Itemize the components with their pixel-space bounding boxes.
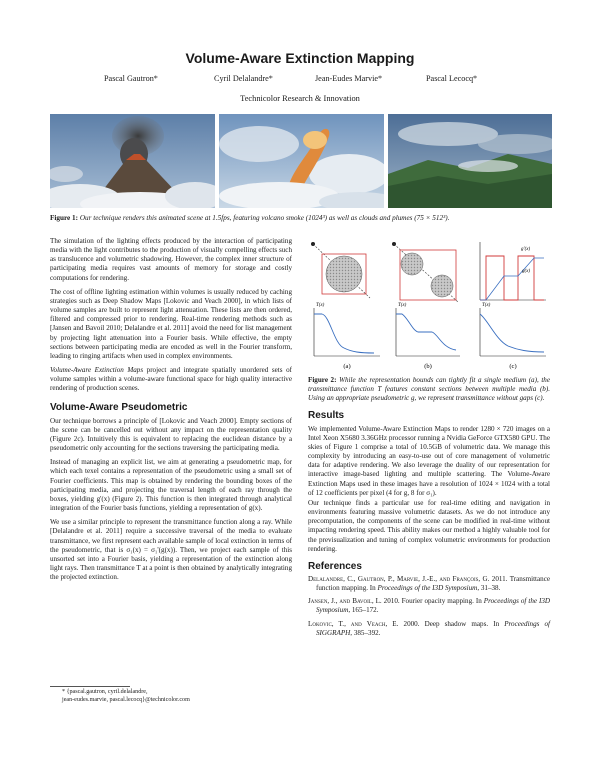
- footnote-line-2: jean-eudes.marvie, pascal.lecocq}@technicolor.com: [62, 696, 190, 703]
- reference-3: [308, 620, 550, 638]
- author-4: Pascal Lecocq*: [426, 74, 478, 83]
- author-2: Cyril Delalandre*: [214, 74, 273, 83]
- contribution-text: project and integrate spatially unordered sets of volume samples within a volume-aware functional space for high quality interactive rendering of production scenes.: [50, 366, 292, 393]
- reference-3-year: 2000.: [403, 619, 420, 628]
- reference-1-title: Transmittance function mapping. In: [316, 574, 551, 593]
- panel-b-medium: [392, 242, 458, 302]
- figure-1-caption: [50, 214, 560, 223]
- panel-a-transmittance-plot: [314, 308, 380, 356]
- paragraph-principle: Our technique borrows a principle of [Lokovic and Veach 2000]. Empty sections of the scene can be cancelled out without any impact on the representation quality (Figure 2c). Intuitively this is equivalent to replacing the euclidean distance by a pseudometric only accounting for the sections traversing the participating media.: [50, 416, 292, 453]
- paragraph-contribution: [50, 366, 292, 393]
- paper-title: Volume-Aware Extinction Mapping: [185, 50, 415, 66]
- reference-2-year: 2010.: [383, 597, 400, 606]
- plot-label-b: T(x): [398, 303, 407, 308]
- section-heading-results: Results: [308, 410, 345, 422]
- sublabel-a: (a): [343, 363, 351, 370]
- figure-1-label: Figure 1:: [50, 214, 79, 222]
- reference-3-venue: Proceedings of SIGGRAPH: [316, 619, 551, 637]
- left-column: [50, 237, 292, 587]
- plot-label-g-prime: g'(x): [521, 247, 531, 252]
- panel-b-transmittance-plot: [396, 308, 460, 356]
- footnote: [62, 689, 292, 704]
- figure-2-diagram: [308, 236, 550, 372]
- panel-c-pseudometric-plot: [480, 242, 546, 300]
- teaser-image-plume: [219, 114, 384, 208]
- panel-c-transmittance-plot: [480, 308, 546, 356]
- figure-2-caption-text: While the representation bounds can tightly fit a single medium (a), the transmittance function T features constant sections between multiple media (b). Using an appropriate pseudometric g, we represent transmittance without gaps (c).: [308, 376, 550, 403]
- footnote-line-1: * {pascal.gautron, cyril.delalandre,: [62, 689, 148, 695]
- paragraph-related-work: The cost of offline lighting estimation within volumes is usually reduced by caching strategies such as Deep Shadow Maps [Lokovic and Veach 2000], in which lists of volume samples are built to represent light attenuation. These lists are then ordered, filtered and compressed prior to rendering. Real-time rendering methods such as [Jansen and Bavoil 2010; Delalandre et al. 2011] avoid the need for list management by projecting light attenuation into a Fourier basis. While effective, the empty sections between participating media are encoded as well in the Fourier transform, leading to ringing artifacts when used in complex environments.: [50, 287, 292, 360]
- reference-1: [308, 575, 550, 593]
- plot-label-c: T(x): [482, 303, 491, 308]
- figure-2-caption: [308, 376, 550, 403]
- reference-3-pages: , 385–392.: [350, 628, 381, 637]
- figure-2-label: Figure 2:: [308, 376, 337, 384]
- affiliation: Technicolor Research & Innovation: [240, 94, 360, 103]
- reference-3-authors: Lokovic, T., and Veach, E.: [308, 619, 399, 628]
- paragraph-transmittance: We use a similar principle to represent the transmittance function along a ray. While [Delalandre et al. 2011] require a successive traversal of the media to evaluate transmittance, we first represent each available sample of local extinction in terms of the pseudometric, that is σ₁(x) = σ₁'(g(x)). Then, we project each sample of this unsorted set into a Fourier basis, yielding a representation of the extinction along light rays. Then transmittance T at a point is then obtained by analytically integrating the projected extinction.: [50, 518, 292, 582]
- right-column: [308, 376, 550, 642]
- paragraph-pseudometric-map: Instead of managing an explicit list, we aim at generating a pseudometric map, for which each texel contains a representation of the pseudometric using a small set of Fourier coefficients. This map is obtained by rendering the bounding boxes of the participating media, and projecting the traversal length of each ray through the boxes, yielding g'(x) (Figure 2). This function is then integrated through analytical integration of the Fourier basis functions, yielding a representation of g(x).: [50, 458, 292, 513]
- author-3: Jean-Eudes Marvie*: [315, 74, 383, 83]
- sublabel-b: (b): [424, 363, 432, 370]
- sublabel-c: (c): [509, 363, 517, 370]
- section-heading-pseudometric: Volume-Aware Pseudometric: [50, 401, 188, 413]
- reference-1-venue: Proceedings of the I3D Symposium: [377, 584, 478, 593]
- reference-1-year: 2011.: [491, 574, 508, 583]
- teaser-image-volcano: [50, 114, 215, 208]
- panel-a-medium: [311, 242, 370, 298]
- paragraph-intro: The simulation of the lighting effects produced by the interaction of participating media with the light contributes to the production of visually compelling effects such as translucence and volumetric shadowing. However, the complex inner structure of participating media requires vast amounts of memory for storage and costly computations for rendering.: [50, 237, 292, 282]
- plot-label-a: T(x): [316, 303, 325, 308]
- reference-2-title: Fourier opacity mapping. In: [401, 597, 482, 606]
- reference-3-title: Deep shadow maps. In: [424, 619, 500, 628]
- technique-name: Volume-Aware Extinction Maps: [50, 366, 144, 375]
- reference-2-authors: Jansen, J., and Bavoil, L.: [308, 597, 382, 606]
- reference-1-authors: Delalandre, C., Gautron, P., Marvie, J.-E., and François, G.: [308, 574, 490, 583]
- plot-label-g: g(x): [522, 269, 531, 274]
- section-heading-references: References: [308, 560, 362, 572]
- paragraph-results-setup: We implemented Volume-Aware Extinction Maps to render 1280 × 720 images on a Intel Xeon X5680 3.36GHz processor running a Nvidia GeForce GTX580 GPU. The skies of Figure 1 comprise a total of 10.5GB of volumetric data. We manage this complexity by introducing an easy-to-use out of core management of volumetric data for adaptive rendering. We also leverage the duality of our representation for interactive image-based lighting and multiple scattering. The Volume-Aware Extinction Maps used in these images have a resolution of 1024 × 1024 with a total of 12 coefficients per pixel (4 for g, 8 for σ₁).: [308, 424, 550, 497]
- teaser-image-landscape: [388, 114, 552, 208]
- reference-2-venue: Proceedings of the I3D Symposium: [316, 597, 551, 615]
- figure-1-caption-text: Our technique renders this animated scene at 1.5fps, featuring volcano smoke (1024³) as well as clouds and plumes (75 × 512³).: [79, 214, 450, 222]
- reference-1-pages: , 31–38.: [477, 584, 501, 593]
- reference-2: [308, 597, 550, 615]
- footnote-rule: [50, 686, 130, 687]
- reference-2-pages: , 165–172.: [348, 606, 379, 615]
- paragraph-results-use: Our technique finds a particular use for real-time editing and navigation in environments featuring massive volumetric datasets. As we do not introduce any precomputation, the components of the scene can be modified in real-time without impacting rendering speed. This ability makes our method a highly valuable tool for the previsualization and tuning of complex volumetric environments for production rendering.: [308, 498, 550, 553]
- author-1: Pascal Gautron*: [104, 74, 158, 83]
